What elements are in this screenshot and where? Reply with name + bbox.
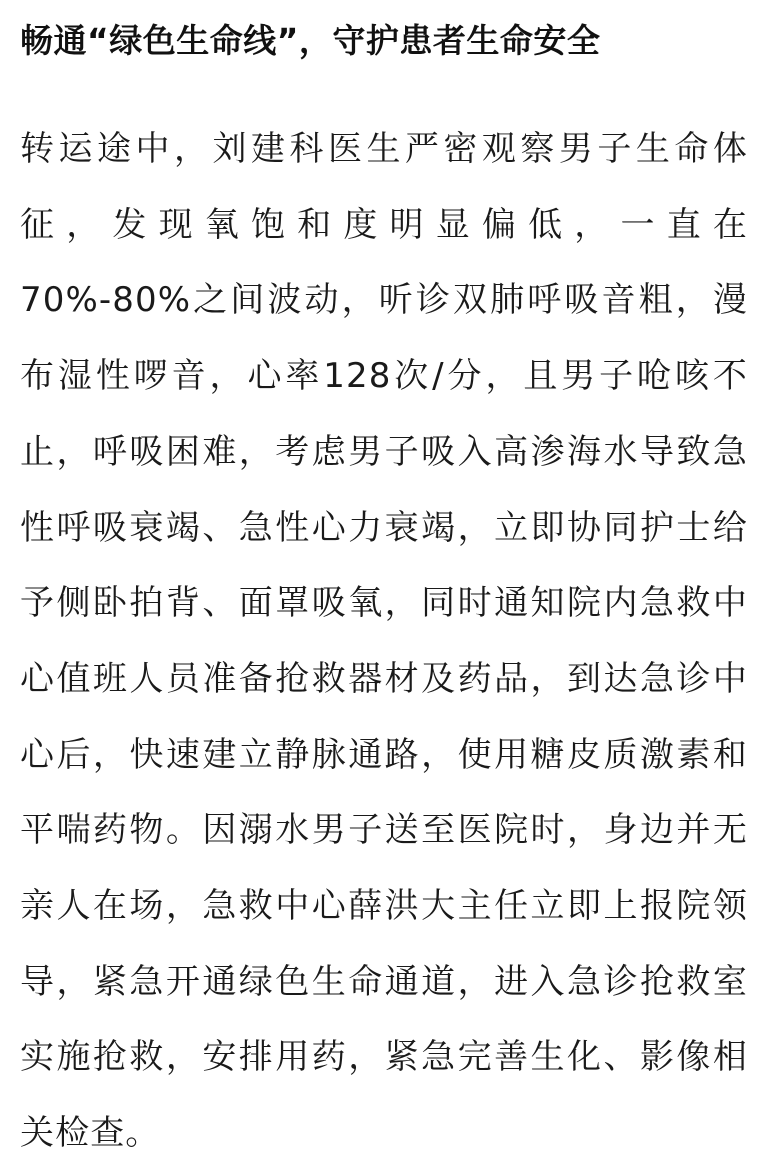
article-paragraph: 转运途中，刘建科医生严密观察男子生命体征，发现氧饱和度明显偏低，一直在70%-80%之间波动，听诊双肺呼吸音粗，漫布湿性啰音，心率128次/分，且男子呛咳不止，呼吸困难，考虑男子吸入高渗海水导致急性呼吸衰竭、急性心力衰竭，立即协同护士给予侧卧拍背、面罩吸氧，同时通知院内急救中心值班人员准备抢救器材及药品，到达急诊中心后，快速建立静脉通路，使用糖皮质激素和平喘药物。因溺水男子送至医院时，身边并无亲人在场，急救中心薛洪大主任立即上报院领导，紧急开通绿色生命通道，进入急诊抢救室实施抢救，安排用药，紧急完善生化、影像相关检查。	[20, 129, 748, 1154]
article-title: 畅通“绿色生命线”，守护患者生命安全	[20, 21, 601, 60]
article	[20, 0, 748, 1154]
